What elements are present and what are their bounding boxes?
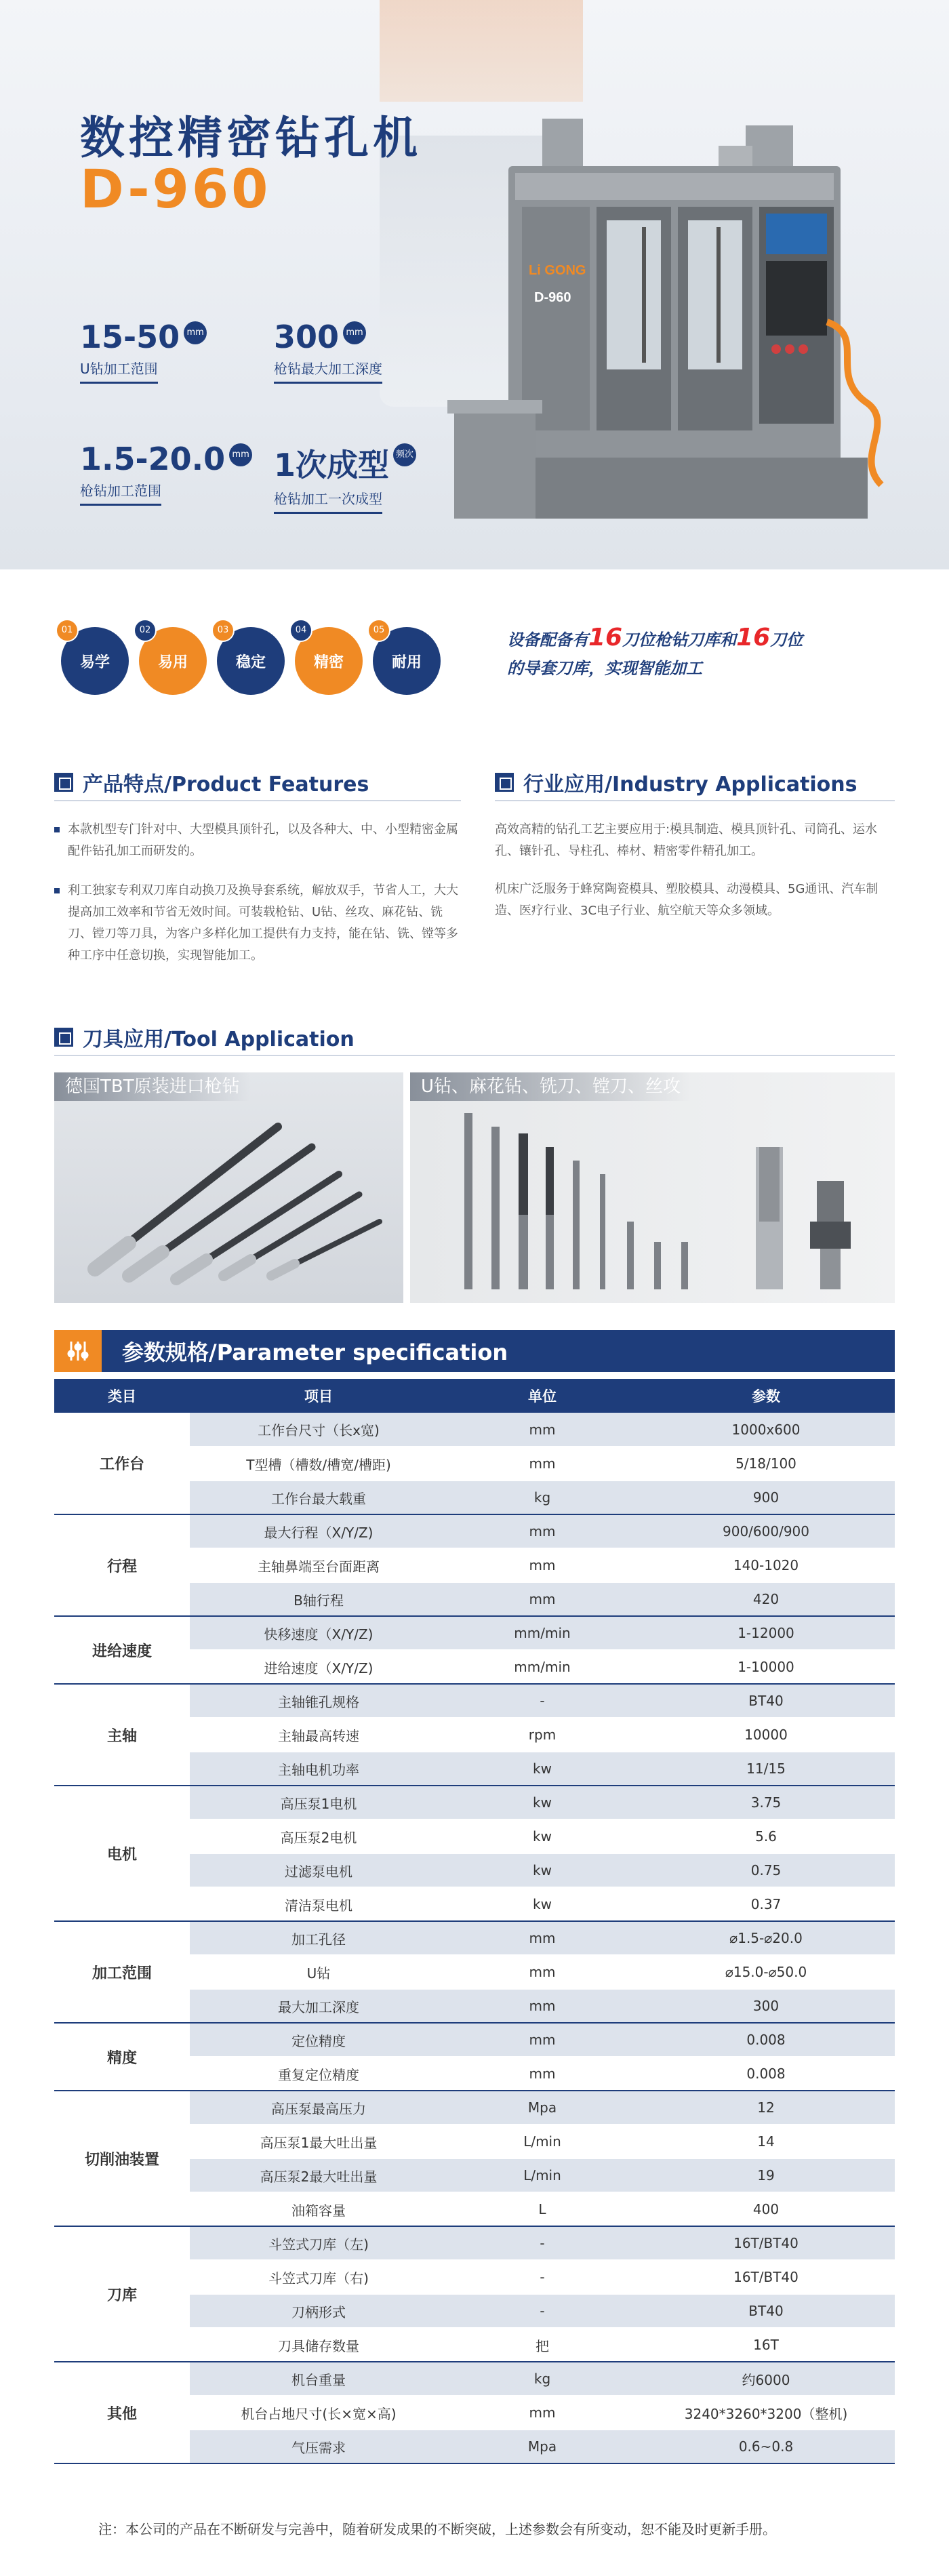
spec-label: U钻加工范围 xyxy=(80,358,158,384)
tool-caption: 德国TBT原装进口枪钻 xyxy=(54,1072,251,1101)
value-cell: 14 xyxy=(637,2125,895,2158)
item-cell: 过滤泵电机 xyxy=(190,1853,447,1887)
category-cell: 电机 xyxy=(54,1786,190,1921)
list-item: 利工独家专利双刀库自动换刀及换导套系统，解放双手，节省人工，大大提高加工效率和节省无效时间。可装载枪钻、U钻、丝攻、麻花钻、铣刀、镗刀等刀具，为客户多样化加工提供有力支持，能在钻、铣、镗等多种工序中任意切换，实现智能加工。 xyxy=(54,880,461,967)
value-cell: 1-12000 xyxy=(637,1616,895,1650)
item-cell: 工作台尺寸（长x宽) xyxy=(190,1413,447,1447)
section-title: 行业应用/Industry Applications xyxy=(523,773,857,797)
unit-cell: mm xyxy=(447,2396,637,2430)
unit-cell: mm xyxy=(447,1548,637,1582)
spec-unit-badge: 频次 xyxy=(393,443,416,466)
value-cell: 16T xyxy=(637,2328,895,2362)
item-cell: 高压泵1电机 xyxy=(190,1786,447,1819)
feature-badge xyxy=(61,627,129,695)
item-cell: 高压泵1最大吐出量 xyxy=(190,2125,447,2158)
spec-unit-badge: mm xyxy=(343,321,366,344)
sliders-icon xyxy=(54,1330,102,1372)
unit-cell: mm xyxy=(447,2023,637,2057)
unit-cell: - xyxy=(447,2226,637,2260)
column-header: 单位 xyxy=(447,1379,637,1413)
unit-cell: mm xyxy=(447,1514,637,1548)
unit-cell: mm/min xyxy=(447,1650,637,1684)
feature-number: 02 xyxy=(134,619,157,642)
item-cell: 最大加工深度 xyxy=(190,1989,447,2023)
category-cell: 进给速度 xyxy=(54,1616,190,1684)
feature-badge xyxy=(217,627,285,695)
unit-cell: kw xyxy=(447,1853,637,1887)
spec-label: 枪钻加工范围 xyxy=(80,480,161,506)
spec-value: 300 xyxy=(274,319,340,355)
unit-cell: L/min xyxy=(447,2158,637,2192)
product-features-list xyxy=(54,819,461,984)
cutting-tools-illustration xyxy=(410,1072,895,1303)
item-cell: 最大行程（X/Y/Z) xyxy=(190,1514,447,1548)
value-cell: BT40 xyxy=(637,1684,895,1718)
unit-cell: L xyxy=(447,2192,637,2226)
unit-cell: - xyxy=(447,2260,637,2294)
slogan-highlight: 16 xyxy=(736,624,771,651)
spec-one-pass xyxy=(274,441,416,514)
value-cell: 11/15 xyxy=(637,1752,895,1786)
spec-max-depth xyxy=(274,319,382,384)
value-cell: 3.75 xyxy=(637,1786,895,1819)
value-cell: 900 xyxy=(637,1481,895,1514)
value-cell: 0.75 xyxy=(637,1853,895,1887)
item-cell: 斗笠式刀库（左) xyxy=(190,2226,447,2260)
unit-cell: mm/min xyxy=(447,1616,637,1650)
feature-circle: 耐用 xyxy=(373,627,441,695)
industry-text xyxy=(495,819,902,938)
feature-number: 01 xyxy=(56,619,79,642)
cutting-tools-photo xyxy=(410,1072,895,1303)
feature-badge xyxy=(139,627,207,695)
list-item: 本款机型专门针对中、大型模具顶针孔，以及各种大、中、小型精密金属配件钻孔加工而研发的。 xyxy=(54,819,461,862)
value-cell: 0.008 xyxy=(637,2057,895,2091)
value-cell: 5/18/100 xyxy=(637,1447,895,1481)
section-divider xyxy=(54,800,461,801)
feature-number: 03 xyxy=(211,619,235,642)
feature-circle: 易学 xyxy=(61,627,129,695)
section-icon xyxy=(54,1028,73,1047)
feature-badge xyxy=(373,627,441,695)
slogan-text: 刀位 xyxy=(770,630,803,649)
unit-cell: mm xyxy=(447,1955,637,1989)
spec-u-drill-range xyxy=(80,319,207,384)
value-cell: ⌀15.0-⌀50.0 xyxy=(637,1955,895,1989)
value-cell: ⌀1.5-⌀20.0 xyxy=(637,1921,895,1955)
slogan-text: 刀位枪钻刀库和 xyxy=(622,630,737,649)
unit-cell: kw xyxy=(447,1752,637,1786)
item-cell: 定位精度 xyxy=(190,2023,447,2057)
unit-cell: Mpa xyxy=(447,2430,637,2463)
unit-cell: mm xyxy=(447,1582,637,1616)
unit-cell: mm xyxy=(447,1989,637,2023)
unit-cell: L/min xyxy=(447,2125,637,2158)
slogan-text: 设备配备有 xyxy=(507,630,588,649)
item-cell: U钻 xyxy=(190,1955,447,1989)
value-cell: 1000x600 xyxy=(637,1413,895,1447)
industry-paragraph: 机床广泛服务于蜂窝陶瓷模具、塑胶模具、动漫模具、5G通讯、汽车制造、医疗行业、3C电子行业、航空航天等众多领域。 xyxy=(495,882,879,918)
unit-cell: kg xyxy=(447,2362,637,2396)
item-cell: B轴行程 xyxy=(190,1582,447,1616)
value-cell: 300 xyxy=(637,1989,895,2023)
gun-drill-illustration xyxy=(54,1072,403,1303)
unit-cell: - xyxy=(447,2294,637,2328)
item-cell: 斗笠式刀库（右) xyxy=(190,2260,447,2294)
feature-circle: 稳定 xyxy=(217,627,285,695)
spec-gun-drill-range xyxy=(80,441,252,506)
unit-cell: 把 xyxy=(447,2328,637,2362)
value-cell: 10000 xyxy=(637,1718,895,1752)
industry-heading xyxy=(495,767,857,797)
slogan-highlight: 16 xyxy=(588,624,623,651)
table-header-row xyxy=(54,1379,895,1413)
item-cell: 主轴电机功率 xyxy=(190,1752,447,1786)
item-cell: 高压泵最高压力 xyxy=(190,2091,447,2125)
parameter-heading-bar xyxy=(54,1330,895,1372)
item-cell: 重复定位精度 xyxy=(190,2057,447,2091)
value-cell: 400 xyxy=(637,2192,895,2226)
unit-cell: kw xyxy=(447,1786,637,1819)
item-cell: 高压泵2最大吐出量 xyxy=(190,2158,447,2192)
item-cell: 进给速度（X/Y/Z) xyxy=(190,1650,447,1684)
category-cell: 工作台 xyxy=(54,1413,190,1514)
value-cell: 900/600/900 xyxy=(637,1514,895,1548)
machine-brand: Li GONG xyxy=(529,263,586,278)
parameter-table-body xyxy=(54,1413,895,2463)
feature-number: 05 xyxy=(367,619,390,642)
value-cell: 12 xyxy=(637,2091,895,2125)
value-cell: 420 xyxy=(637,1582,895,1616)
spec-label: 枪钻加工一次成型 xyxy=(274,488,382,514)
value-cell: 5.6 xyxy=(637,1819,895,1853)
section-icon xyxy=(54,773,73,792)
unit-cell: kw xyxy=(447,1887,637,1921)
value-cell: 3240*3260*3200（整机) xyxy=(637,2396,895,2430)
section-icon xyxy=(495,773,514,792)
value-cell: BT40 xyxy=(637,2294,895,2328)
spec-value: 15-50 xyxy=(80,319,180,355)
item-cell: 油箱容量 xyxy=(190,2192,447,2226)
feature-circle: 精密 xyxy=(295,627,363,695)
value-cell: 1-10000 xyxy=(637,1650,895,1684)
value-cell: 0.008 xyxy=(637,2023,895,2057)
category-cell: 精度 xyxy=(54,2023,190,2091)
item-cell: 主轴最高转速 xyxy=(190,1718,447,1752)
item-cell: 快移速度（X/Y/Z) xyxy=(190,1616,447,1650)
unit-cell: kw xyxy=(447,1819,637,1853)
table-row xyxy=(54,1616,895,1650)
value-cell: 16T/BT40 xyxy=(637,2226,895,2260)
tool-application-heading xyxy=(54,1022,355,1052)
spec-value: 1次成型 xyxy=(274,447,390,483)
table-row xyxy=(54,1514,895,1548)
product-title: 数控精密钻孔机 xyxy=(80,112,422,164)
parameter-heading: 参数规格/Parameter specification xyxy=(122,1340,508,1365)
table-row xyxy=(54,2226,895,2260)
unit-cell: - xyxy=(447,1684,637,1718)
category-cell: 刀库 xyxy=(54,2226,190,2362)
item-cell: T型槽（槽数/槽宽/槽距) xyxy=(190,1447,447,1481)
unit-cell: mm xyxy=(447,2057,637,2091)
section-title: 刀具应用/Tool Application xyxy=(83,1028,355,1051)
column-header: 类目 xyxy=(54,1379,190,1413)
product-features-heading xyxy=(54,767,369,797)
unit-cell: mm xyxy=(447,1447,637,1481)
section-divider xyxy=(54,1055,895,1056)
item-cell: 高压泵2电机 xyxy=(190,1819,447,1853)
item-cell: 气压需求 xyxy=(190,2430,447,2463)
item-cell: 加工孔径 xyxy=(190,1921,447,1955)
parameter-table xyxy=(54,1379,895,2464)
background-decoration xyxy=(380,0,583,102)
table-row xyxy=(54,2362,895,2396)
value-cell: 16T/BT40 xyxy=(637,2260,895,2294)
value-cell: 0.6~0.8 xyxy=(637,2430,895,2463)
industry-paragraph: 高效高精的钻孔工艺主要应用于:模具制造、模具顶针孔、司筒孔、运水孔、镶针孔、导柱孔、棒材、精密零件精孔加工。 xyxy=(495,822,878,858)
item-cell: 清洁泵电机 xyxy=(190,1887,447,1921)
section-divider xyxy=(495,800,895,801)
item-cell: 主轴锥孔规格 xyxy=(190,1684,447,1718)
product-model: D-960 xyxy=(80,159,271,220)
table-row xyxy=(54,1684,895,1718)
unit-cell: rpm xyxy=(447,1718,637,1752)
section-title: 产品特点/Product Features xyxy=(83,773,369,797)
feature-badge xyxy=(295,627,363,695)
machine-illustration xyxy=(447,119,935,539)
footnote: 注：本公司的产品在不断研发与完善中，随着研发成果的不断突破，上述参数会有所变动，恕不能及时更新手册。 xyxy=(98,2521,776,2537)
item-cell: 刀具储存数量 xyxy=(190,2328,447,2362)
table-row xyxy=(54,1921,895,1955)
category-cell: 主轴 xyxy=(54,1684,190,1786)
table-row xyxy=(54,2023,895,2057)
tool-magazine-slogan xyxy=(507,624,803,683)
column-header: 项目 xyxy=(190,1379,447,1413)
item-cell: 刀柄形式 xyxy=(190,2294,447,2328)
unit-cell: Mpa xyxy=(447,2091,637,2125)
value-cell: 19 xyxy=(637,2158,895,2192)
spec-value: 1.5-20.0 xyxy=(80,441,226,477)
category-cell: 行程 xyxy=(54,1514,190,1616)
machine-model-label: D-960 xyxy=(534,290,571,305)
item-cell: 机台占地尺寸(长×宽×高) xyxy=(190,2396,447,2430)
unit-cell: mm xyxy=(447,1921,637,1955)
table-row xyxy=(54,2091,895,2125)
item-cell: 机台重量 xyxy=(190,2362,447,2396)
feature-circle: 易用 xyxy=(139,627,207,695)
table-row xyxy=(54,1413,895,1447)
spec-label: 枪钻最大加工深度 xyxy=(274,358,382,384)
table-row xyxy=(54,1786,895,1819)
value-cell: 约6000 xyxy=(637,2362,895,2396)
category-cell: 切削油装置 xyxy=(54,2091,190,2226)
category-cell: 其他 xyxy=(54,2362,190,2463)
unit-cell: kg xyxy=(447,1481,637,1514)
value-cell: 140-1020 xyxy=(637,1548,895,1582)
tool-caption: U钻、麻花钻、铣刀、镗刀、丝攻 xyxy=(410,1072,691,1101)
feature-badges xyxy=(54,620,461,715)
slogan-line-2: 的导套刀库，实现智能加工 xyxy=(507,659,702,678)
gun-drill-photo xyxy=(54,1072,403,1303)
item-cell: 工作台最大载重 xyxy=(190,1481,447,1514)
column-header: 参数 xyxy=(637,1379,895,1413)
feature-number: 04 xyxy=(289,619,312,642)
unit-cell: mm xyxy=(447,1413,637,1447)
hero-banner xyxy=(0,0,949,569)
spec-unit-badge: mm xyxy=(229,443,252,466)
category-cell: 加工范围 xyxy=(54,1921,190,2023)
item-cell: 主轴鼻端至台面距离 xyxy=(190,1548,447,1582)
value-cell: 0.37 xyxy=(637,1887,895,1921)
spec-unit-badge: mm xyxy=(184,321,207,344)
